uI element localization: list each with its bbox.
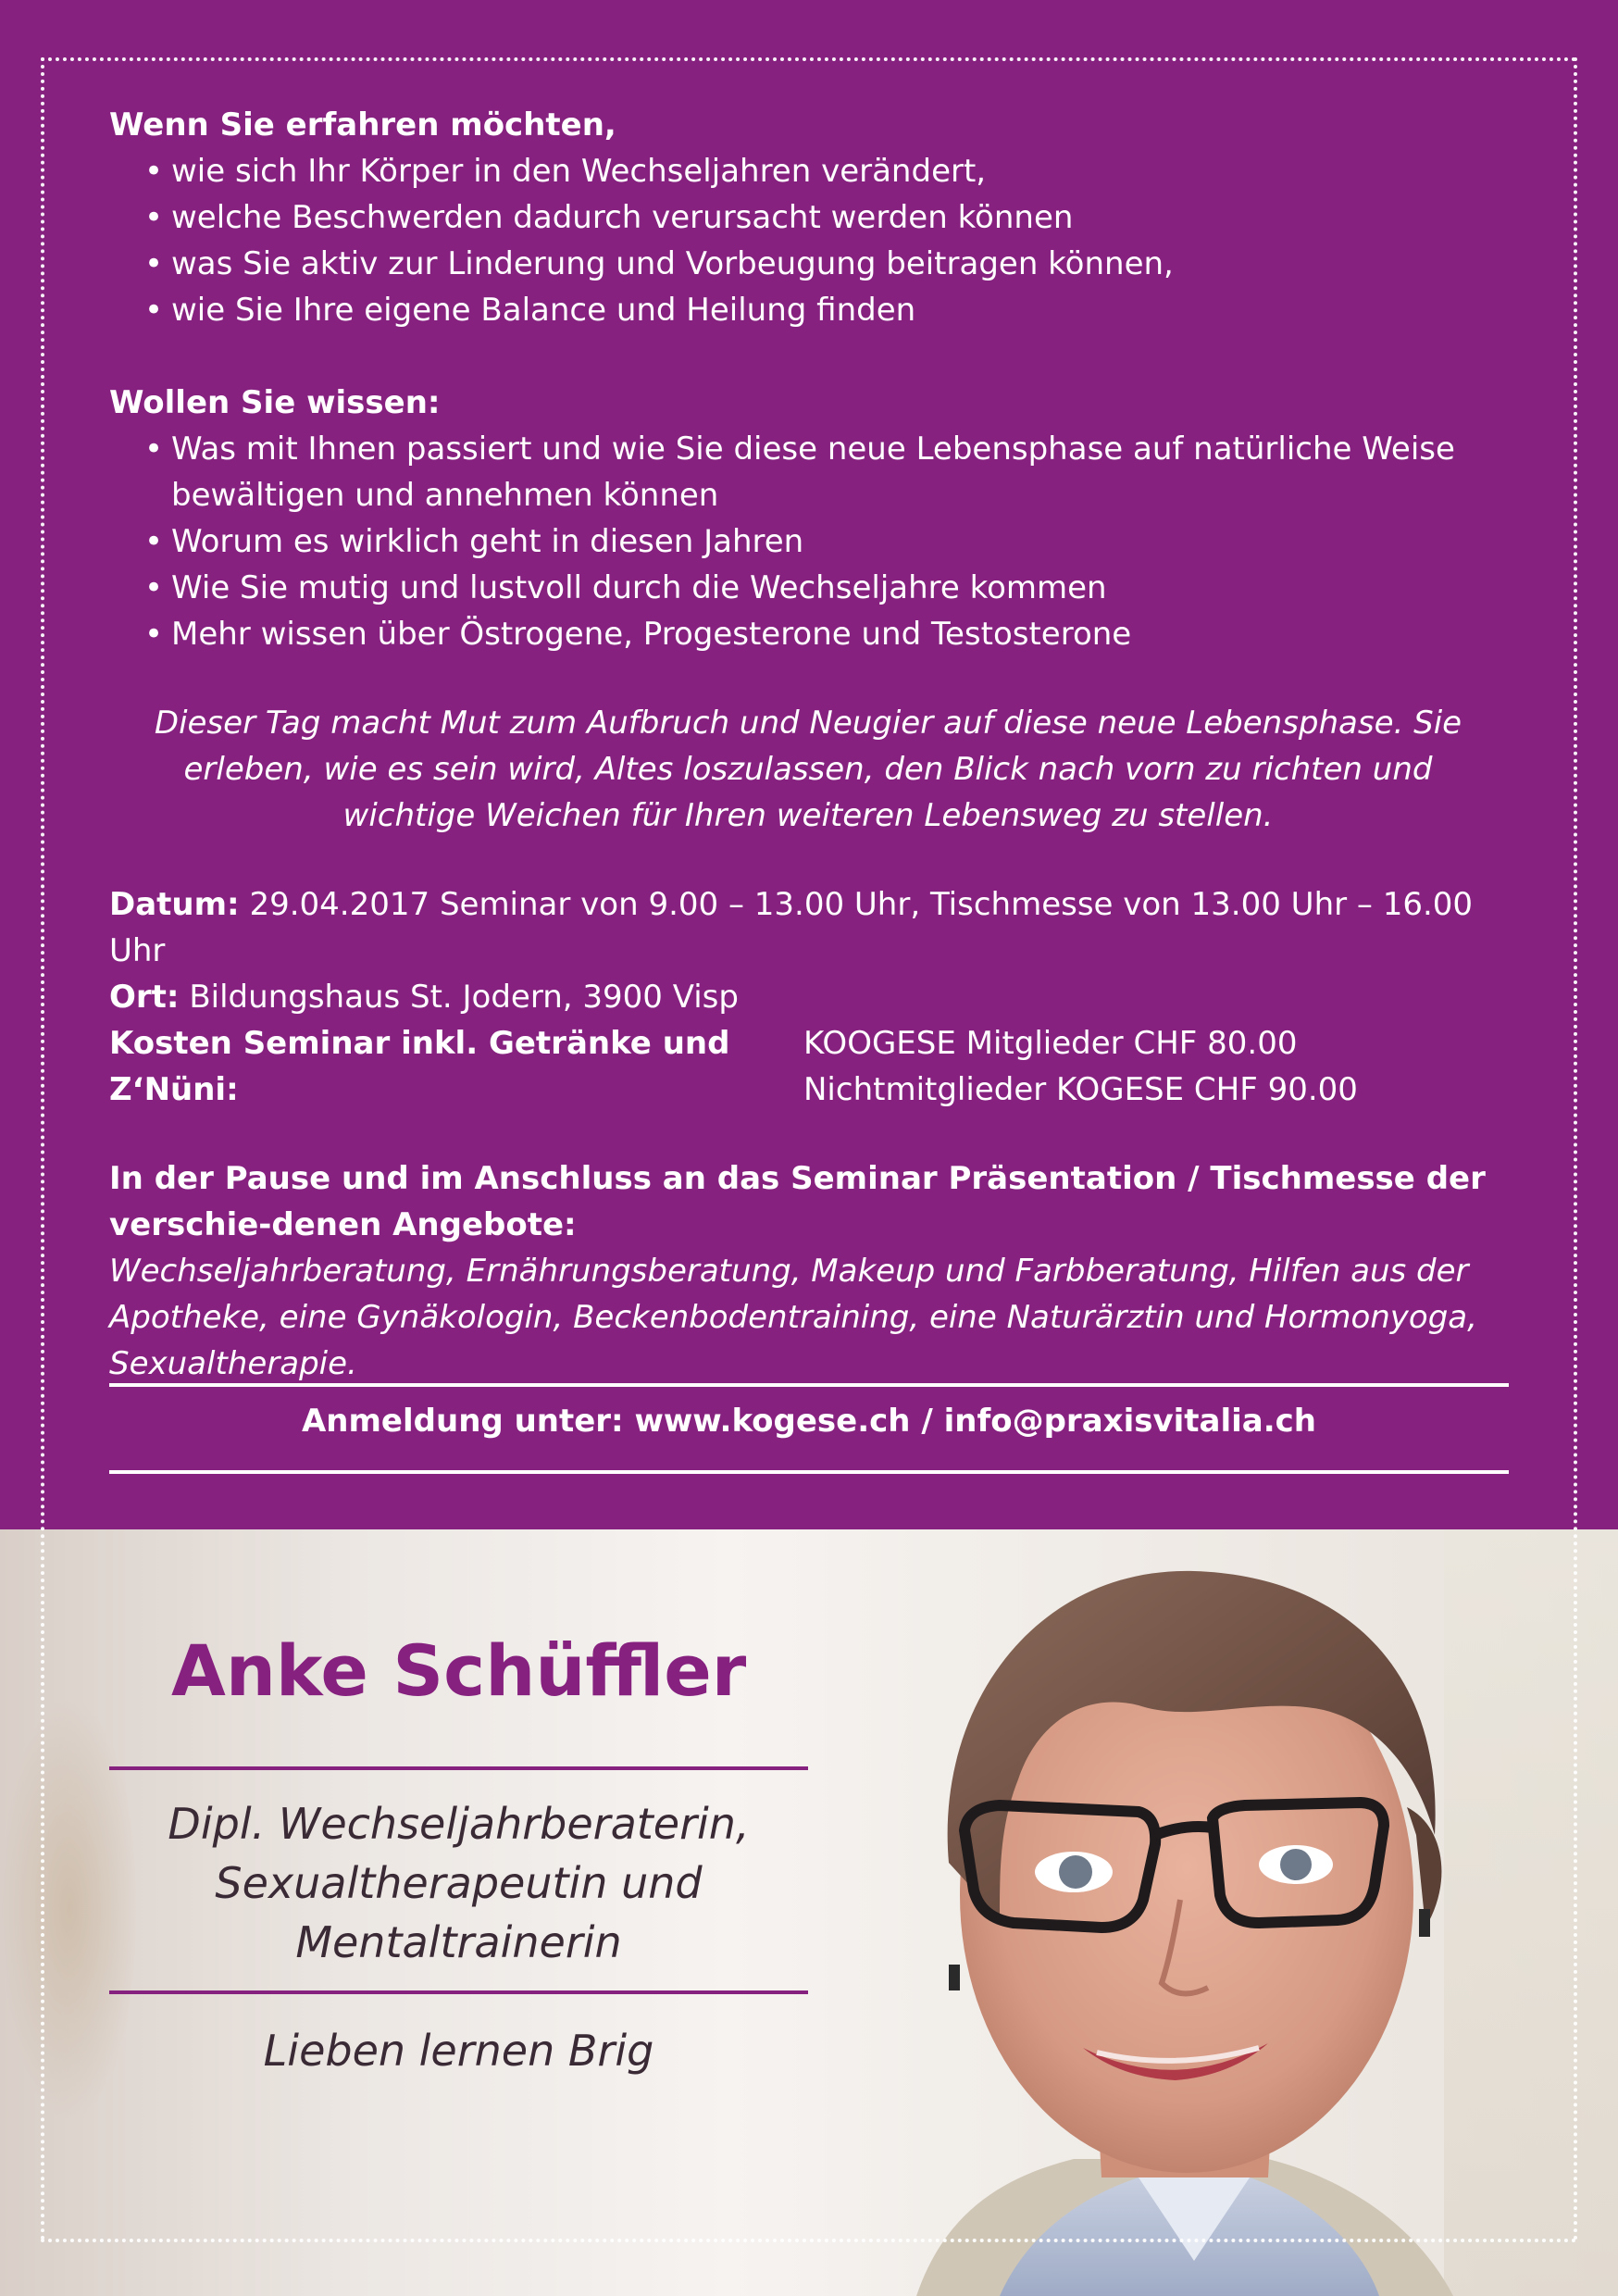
list-item: • Was mit Ihnen passiert und wie Sie diese neue Lebensphase auf natürliche Weise bewältigen und annehmen können	[109, 426, 1507, 518]
section2-heading: Wollen Sie wissen:	[109, 384, 441, 421]
role-line: Mentaltrainerin	[295, 1917, 622, 1967]
pause-offers: Wechseljahrberatung, Ernährungsberatung, Makeup und Farbberatung, Hilfen aus der Apotheke, eine Gynäkologin, Beckenbodentraining, eine Naturärztin und Hormonyoga, Sexualtherapie.	[109, 1253, 1477, 1382]
section2-list	[109, 426, 1507, 657]
list-item: • welche Beschwerden dadurch verursacht werden können	[109, 194, 1507, 241]
section1-heading: Wenn Sie erfahren möchten,	[109, 106, 616, 144]
presenter-role	[109, 1794, 808, 1972]
divider-top	[109, 1383, 1509, 1387]
list-item: • Wie Sie mutig und lustvoll durch die Wechseljahre kommen	[109, 565, 1507, 611]
presenter-portrait	[861, 1529, 1618, 2296]
date-value: 29.04.2017 Seminar von 9.00 – 13.00 Uhr, Tischmesse von 13.00 Uhr – 16.00 Uhr	[109, 886, 1474, 969]
location-line	[109, 974, 1507, 1020]
cost-member: KOOGESE Mitglieder CHF 80.00	[803, 1025, 1298, 1062]
role-line: Sexualtherapeutin und	[215, 1858, 703, 1908]
location-value: Bildungshaus St. Jodern, 3900 Visp	[179, 979, 739, 1016]
presenter-organization: Lieben lernen Brig	[263, 2026, 654, 2076]
cost-nonmember: Nichtmitglieder KOGESE CHF 90.00	[803, 1071, 1358, 1108]
info-content	[109, 102, 1507, 1387]
presenter-name: Anke Schüffler	[171, 1629, 747, 1712]
signup-line: Anmeldung unter: www.kogese.ch / info@praxisvitalia.ch	[301, 1403, 1317, 1440]
list-item: • Mehr wissen über Östrogene, Progesterone und Testosterone	[109, 611, 1507, 657]
section1-list	[109, 148, 1507, 333]
location-label: Ort:	[109, 979, 180, 1016]
cost-line	[109, 1020, 1507, 1113]
list-item: • was Sie aktiv zur Linderung und Vorbeugung beitragen können,	[109, 241, 1507, 287]
divider-bottom	[109, 1470, 1509, 1474]
cost-values	[803, 1020, 1358, 1113]
intro-quote: Dieser Tag macht Mut zum Aufbruch und Neugier auf diese neue Lebensphase. Sie erleben, wie es sein wird, Altes loszulassen, den Blick nach vorn zu richten und wichtige Weichen für Ihren weiteren Lebensweg zu stellen.	[154, 705, 1462, 834]
list-item: • wie Sie Ihre eigene Balance und Heilung finden	[109, 287, 1507, 333]
pause-heading: In der Pause und im Anschluss an das Seminar Präsentation / Tischmesse der verschie-denen Angebote:	[109, 1160, 1486, 1243]
presenter-divider-top	[109, 1766, 808, 1770]
list-item: • Worum es wirklich geht in diesen Jahren	[109, 518, 1507, 565]
role-line: Dipl. Wechseljahrberaterin,	[168, 1799, 750, 1849]
date-line	[109, 881, 1507, 974]
cost-label: Kosten Seminar inkl. Getränke und Z‘Nüni:	[109, 1025, 730, 1108]
presenter-divider-bottom	[109, 1990, 808, 1994]
list-item: • wie sich Ihr Körper in den Wechseljahren verändert,	[109, 148, 1507, 194]
date-label: Datum:	[109, 886, 240, 923]
